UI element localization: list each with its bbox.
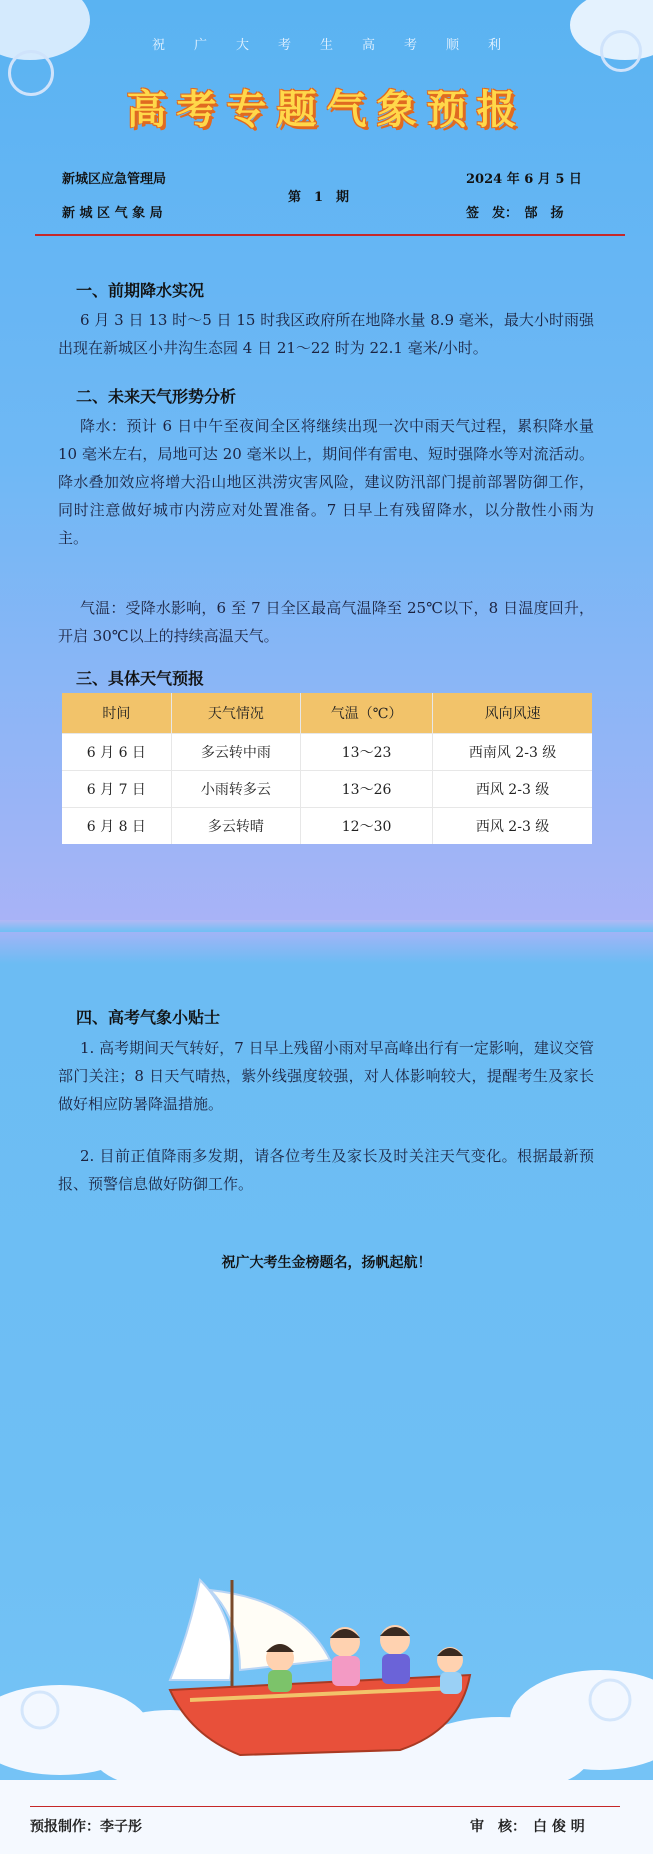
- issue-date: 2024 年 6 月 5 日: [466, 172, 582, 187]
- blessing-char: 大: [235, 38, 249, 53]
- producer: 预报制作：李子彤: [30, 1819, 142, 1835]
- reviewer: 审 核： 白 俊 明: [470, 1819, 585, 1835]
- cell-temp: 12～30: [300, 808, 432, 845]
- section-1-body: 6 月 3 日 13 时～5 日 15 时我区政府所在地降水量 8.9 毫米，最大小时雨强出现在新城区小井沟生态园 4 日 21～22 时为 22.1 毫米/小时。: [58, 311, 594, 357]
- col-header-wind: 风向风速: [433, 693, 592, 734]
- cell-date: 6 月 7 日: [62, 771, 171, 808]
- blessing-char: 利: [487, 38, 501, 53]
- section-1-title: 一、前期降水实况: [76, 281, 205, 300]
- cell-wind: 西风 2-3 级: [433, 771, 592, 808]
- issue-number: 第 1 期: [288, 190, 350, 205]
- table-row: [62, 808, 592, 845]
- cell-weather: 小雨转多云: [171, 771, 300, 808]
- tip-2: 2. 目前正值降雨多发期，请各位考生及家长及时关注天气变化。根据最新预报、预警信息做好防御工作。: [58, 1147, 594, 1193]
- section-4-title: 四、高考气象小贴士: [76, 1008, 221, 1027]
- cell-temp: 13～23: [300, 734, 432, 771]
- blessing-char: 考: [277, 38, 291, 53]
- signer: 签 发： 郜 扬: [466, 206, 564, 221]
- table-row: [62, 734, 592, 771]
- student-figure-icon: [437, 1647, 463, 1694]
- footer-divider: [30, 1806, 620, 1807]
- section-divider-shadow: [0, 920, 653, 932]
- cell-date: 6 月 8 日: [62, 808, 171, 845]
- section-2-temp: 气温：受降水影响，6 至 7 日全区最高气温降至 25℃以下，8 日温度回升，开启 30℃以上的持续高温天气。: [58, 599, 594, 645]
- table-row: [62, 771, 592, 808]
- blessing-char: 祝: [151, 38, 165, 53]
- boat-illustration: [0, 1560, 653, 1800]
- table-header-row: [62, 693, 592, 734]
- forecast-table: [62, 693, 592, 844]
- section-2-title: 二、未来天气形势分析: [76, 387, 237, 406]
- section-2-precip: 降水：预计 6 日中午至夜间全区将继续出现一次中雨天气过程，累积降水量 10 毫米左右，局地可达 20 毫米以上，期间伴有雷电、短时强降水等对流活动。降水叠加效应将增大沿山地区洪涝灾害风险，建议防汛部门提前部署防御工作，同时注意做好城市内涝应对处置准备。7 日早上有残留降水，以分散性小雨为主。: [58, 417, 594, 547]
- blessing-line: [0, 34, 653, 53]
- cell-date: 6 月 6 日: [62, 734, 171, 771]
- blessing-char: 生: [319, 38, 333, 53]
- col-header-date: 时间: [62, 693, 171, 734]
- cell-weather: 多云转中雨: [171, 734, 300, 771]
- section-3-title: 三、具体天气预报: [76, 669, 205, 688]
- issuing-org-1: 新城区应急管理局: [62, 172, 167, 187]
- page-title: 高考专题气象预报: [126, 87, 527, 133]
- closing-message: 祝广大考生金榜题名，扬帆起航！: [221, 1255, 432, 1271]
- cell-temp: 13～26: [300, 771, 432, 808]
- cell-weather: 多云转晴: [171, 808, 300, 845]
- student-figure-icon: [380, 1625, 410, 1684]
- student-figure-icon: [330, 1627, 360, 1686]
- tip-1: 1. 高考期间天气转好，7 日早上残留小雨对早高峰出行有一定影响，建议交管部门关注；8 日天气晴热，紫外线强度较强，对人体影响较大，提醒考生及家长做好相应防暑降温措施。: [58, 1039, 594, 1113]
- blessing-char: 高: [361, 38, 375, 53]
- col-header-temp: 气温（℃）: [300, 693, 432, 734]
- blessing-char: 考: [403, 38, 417, 53]
- col-header-weather: 天气情况: [171, 693, 300, 734]
- header-divider: [35, 234, 625, 236]
- issuing-org-2: 新 城 区 气 象 局: [62, 206, 163, 221]
- blessing-char: 顺: [445, 38, 459, 53]
- student-figure-icon: [266, 1644, 294, 1692]
- cell-wind: 西南风 2-3 级: [433, 734, 592, 771]
- cell-wind: 西风 2-3 级: [433, 808, 592, 845]
- blessing-char: 广: [193, 38, 207, 53]
